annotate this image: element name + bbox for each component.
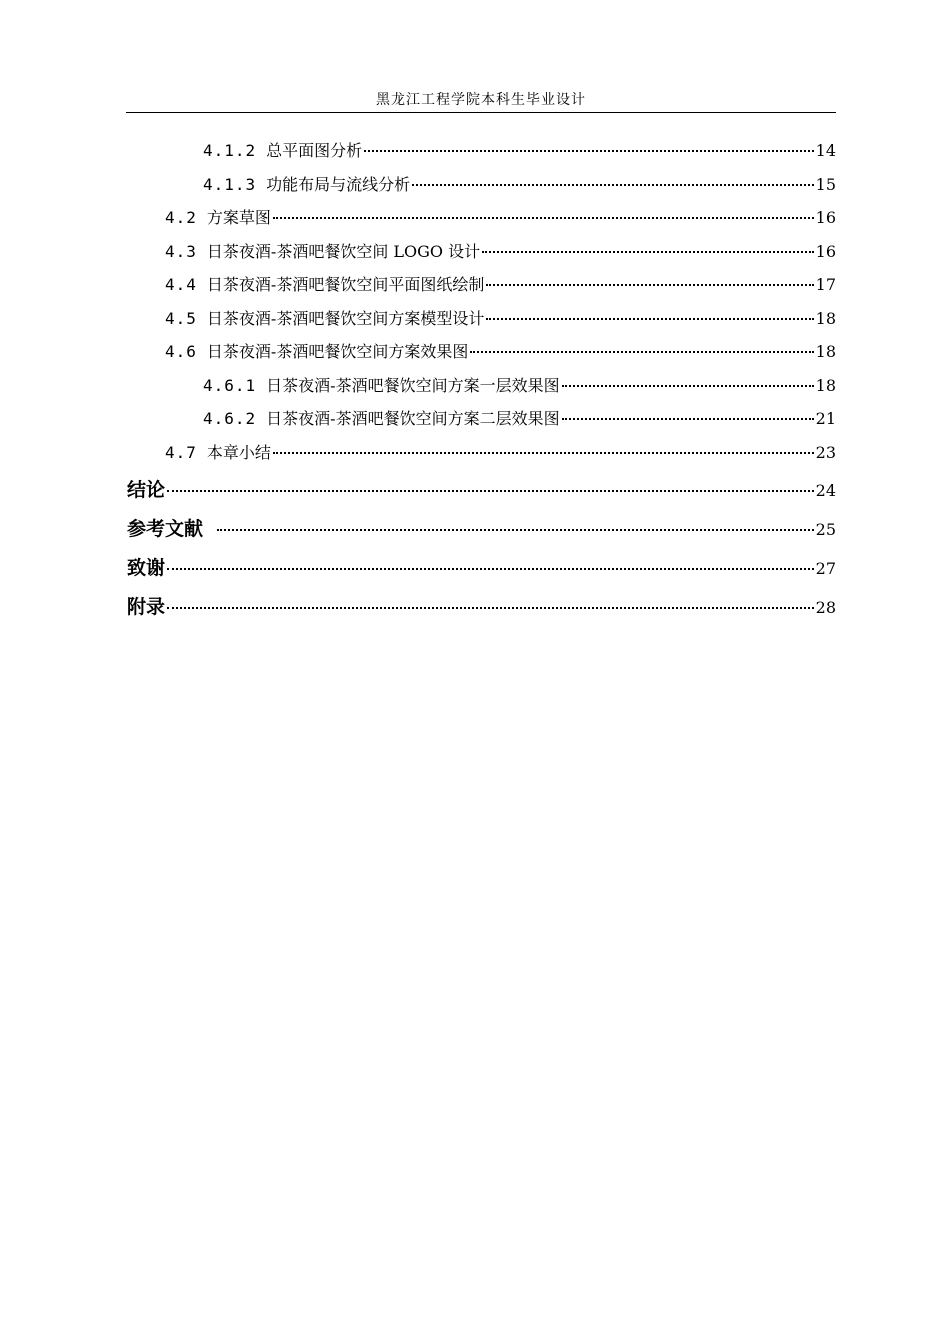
toc-entry-4-5[interactable] bbox=[165, 306, 836, 329]
toc-entry-4-4[interactable] bbox=[165, 272, 836, 295]
toc-entry-page: 17 bbox=[815, 275, 836, 294]
toc-entry-page: 18 bbox=[815, 309, 836, 328]
toc-entry-title: 日茶夜酒-茶酒吧餐饮空间方案二层效果图 bbox=[266, 409, 560, 428]
toc-entry-references[interactable] bbox=[127, 514, 836, 541]
toc-entry-page: 16 bbox=[815, 208, 836, 227]
toc-entry-title: 功能布局与流线分析 bbox=[266, 175, 411, 194]
toc-entry-conclusion[interactable] bbox=[127, 475, 836, 502]
toc-entry-title: 总平面图分析 bbox=[266, 141, 363, 160]
toc-entry-page: 18 bbox=[815, 342, 836, 361]
toc-entry-4-3[interactable] bbox=[165, 239, 836, 262]
toc-entry-title: 方案草图 bbox=[206, 208, 271, 227]
toc-entry-number: 4.7 bbox=[165, 443, 197, 462]
page-header: 黑龙江工程学院本科生毕业设计 bbox=[376, 92, 586, 108]
dot-leader bbox=[364, 150, 813, 152]
dot-leader bbox=[486, 318, 813, 320]
toc-entry-title: 结论 bbox=[127, 479, 166, 501]
toc-entry-title: 日茶夜酒-茶酒吧餐饮空间方案模型设计 bbox=[206, 309, 485, 328]
toc-entry-number: 4.3 bbox=[165, 242, 197, 261]
toc-entry-4-2[interactable] bbox=[165, 205, 836, 228]
toc-entry-number: 4.6.1 bbox=[203, 376, 257, 395]
toc-entry-acknowledgements[interactable] bbox=[127, 553, 836, 580]
dot-leader bbox=[562, 385, 814, 387]
dot-leader bbox=[273, 452, 814, 454]
dot-leader bbox=[412, 184, 813, 186]
toc-entry-title: 参考文献 bbox=[127, 518, 204, 540]
toc-entry-title: 致谢 bbox=[127, 557, 166, 579]
toc-entry-page: 27 bbox=[815, 559, 836, 578]
dot-leader bbox=[217, 529, 814, 531]
dot-leader bbox=[167, 568, 814, 570]
toc-entry-page: 14 bbox=[815, 141, 836, 160]
toc-entry-number: 4.1.2 bbox=[203, 141, 257, 160]
dot-leader bbox=[562, 418, 814, 420]
toc-entry-number: 4.6 bbox=[165, 342, 197, 361]
toc-entry-page: 24 bbox=[815, 481, 836, 500]
toc-entry-page: 21 bbox=[815, 409, 836, 428]
toc-entry-page: 28 bbox=[815, 598, 836, 617]
toc-entry-4-6-1[interactable] bbox=[203, 373, 836, 396]
toc-entry-number: 4.5 bbox=[165, 309, 197, 328]
toc-entry-appendix[interactable] bbox=[127, 592, 836, 619]
toc-entry-page: 16 bbox=[815, 242, 836, 261]
toc-entry-number: 4.6.2 bbox=[203, 409, 257, 428]
toc-entry-4-7[interactable] bbox=[165, 440, 836, 463]
toc-entry-page: 18 bbox=[815, 376, 836, 395]
toc-entry-title: 日茶夜酒-茶酒吧餐饮空间 LOGO 设计 bbox=[206, 242, 481, 261]
dot-leader bbox=[470, 351, 813, 353]
dot-leader bbox=[167, 490, 814, 492]
toc-entry-page: 25 bbox=[815, 520, 836, 539]
toc-entry-page: 23 bbox=[815, 443, 836, 462]
toc-entry-4-6-2[interactable] bbox=[203, 406, 836, 429]
toc-entry-title: 日茶夜酒-茶酒吧餐饮空间平面图纸绘制 bbox=[206, 275, 485, 294]
toc-entry-4-6[interactable] bbox=[165, 339, 836, 362]
toc-entry-4-1-3[interactable] bbox=[203, 172, 836, 195]
toc-entry-title: 日茶夜酒-茶酒吧餐饮空间方案效果图 bbox=[206, 342, 469, 361]
toc-entry-number: 4.4 bbox=[165, 275, 197, 294]
dot-leader bbox=[167, 607, 814, 609]
toc-entry-title: 日茶夜酒-茶酒吧餐饮空间方案一层效果图 bbox=[266, 376, 560, 395]
toc-entry-number: 4.2 bbox=[165, 208, 197, 227]
dot-leader bbox=[486, 284, 813, 286]
toc-entry-4-1-2[interactable] bbox=[203, 138, 836, 161]
toc-entry-title: 附录 bbox=[127, 596, 166, 618]
toc-entry-page: 15 bbox=[815, 175, 836, 194]
dot-leader bbox=[482, 251, 814, 253]
toc-entry-number: 4.1.3 bbox=[203, 175, 257, 194]
toc-entry-title: 本章小结 bbox=[206, 443, 271, 462]
dot-leader bbox=[273, 217, 814, 219]
